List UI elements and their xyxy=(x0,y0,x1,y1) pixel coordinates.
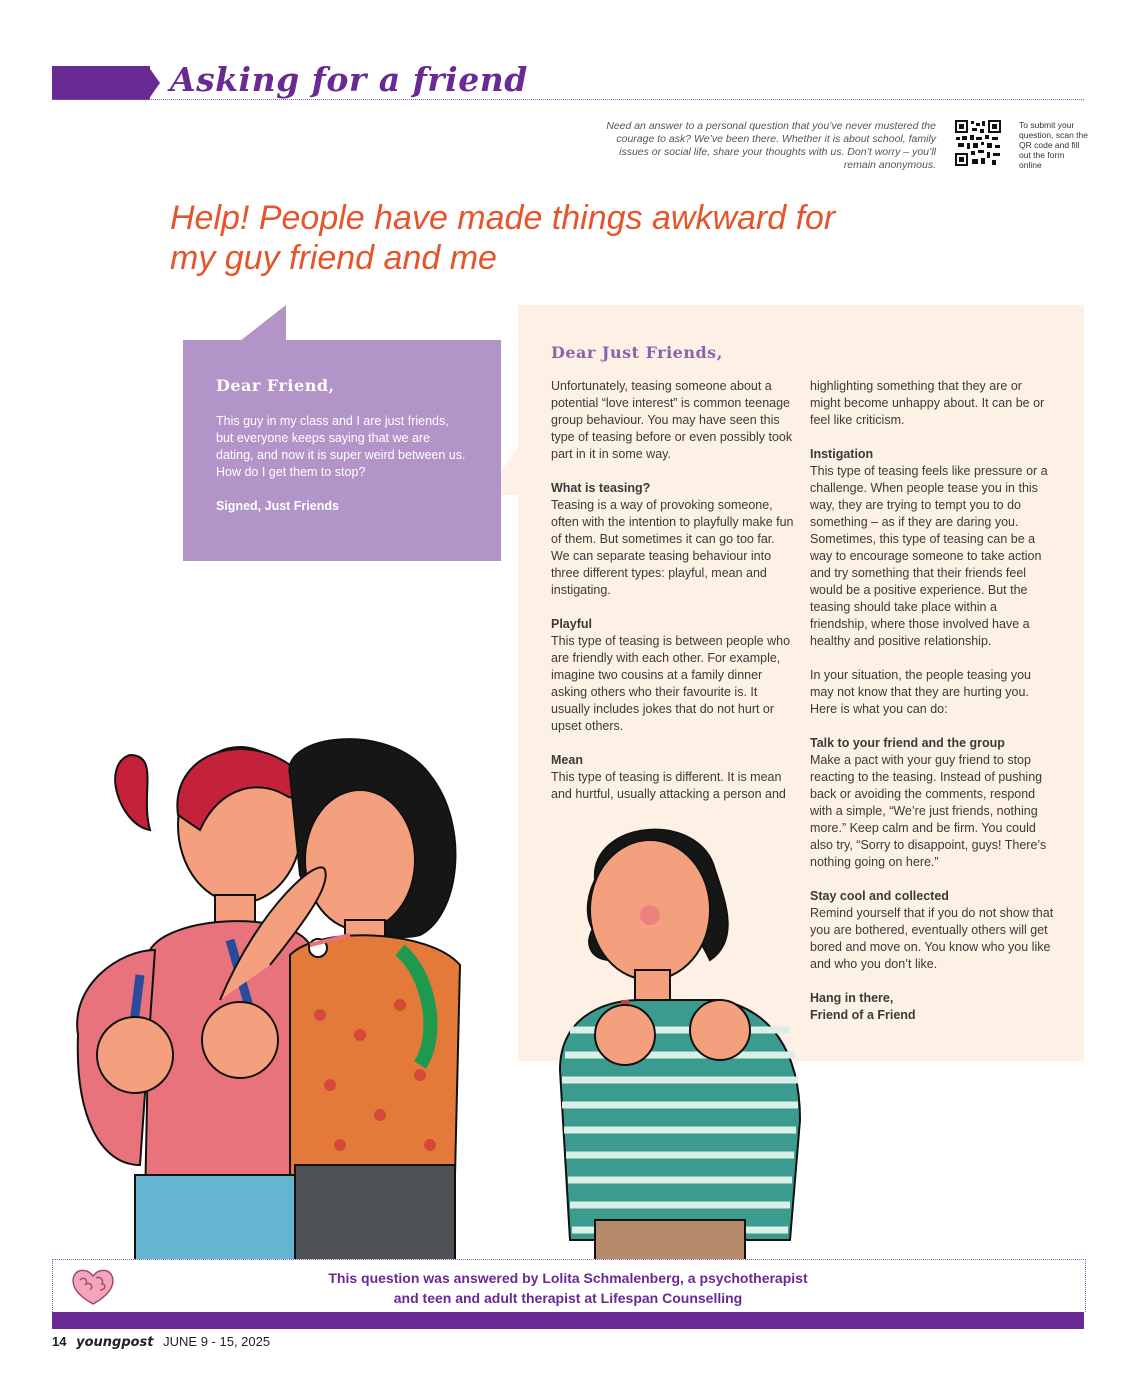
answer-paragraph: In your situation, the people teasing you may not know that they are hurting you. Here is what you can do: xyxy=(810,668,1031,716)
answer-greeting: Dear Just Friends, xyxy=(551,343,723,362)
answer-paragraph: Remind yourself that if you do not show that you are bothered, eventually others will get bored and move on. You know who you like and who you don’t like. xyxy=(810,906,1054,971)
answer-paragraph: This type of teasing is different. It is mean and hurtful, usually attacking a person and xyxy=(551,770,786,801)
answer-signoff xyxy=(810,990,1054,1024)
qr-code-icon[interactable] xyxy=(954,119,1002,167)
answer-section xyxy=(810,888,1054,973)
gossiping-girls-illustration xyxy=(60,735,480,1260)
header-divider xyxy=(52,99,1084,100)
brain-heart-icon xyxy=(70,1266,116,1306)
signoff-name: Friend of a Friend xyxy=(810,1008,916,1022)
answer-section xyxy=(551,616,795,735)
answer-paragraph: This type of teasing is between people who are friendly with each other. For example, imagine two cousins at a family dinner asking others who their favourite is. It usually includes jokes that do not hurt or upset others. xyxy=(551,634,791,733)
intro-text: Need an answer to a personal question that you’ve never mustered the courage to ask? We’ve been there. Whether it is about school, family issues or social life, share your thoughts with us. Don’t worry – you’ll remain anonymous. xyxy=(606,120,936,171)
page-folio xyxy=(52,1334,270,1350)
answer-section xyxy=(551,480,795,599)
issue-date: JUNE 9 - 15, 2025 xyxy=(163,1334,271,1349)
header-accent-bar xyxy=(52,66,150,100)
subheading: Instigation xyxy=(810,447,874,461)
signoff-line: Hang in there, xyxy=(810,991,894,1005)
subheading: What is teasing? xyxy=(551,481,651,495)
letter-greeting: Dear Friend, xyxy=(216,376,335,395)
answer-section xyxy=(551,752,795,803)
answer-column-2 xyxy=(810,378,1054,1041)
credit-line-2: and teen and adult therapist at Lifespan Counselling xyxy=(393,1290,743,1306)
header-accent-tip xyxy=(148,66,160,100)
section-title: Asking for a friend xyxy=(170,60,528,99)
subheading: Stay cool and collected xyxy=(810,889,949,903)
article-headline: Help! People have made things awkward for my guy friend and me xyxy=(170,199,836,277)
subheading: Talk to your friend and the group xyxy=(810,736,1005,750)
answer-paragraph: Teasing is a way of provoking someone, often with the intention to playfully make fun of them. But sometimes it can go too far. We can separate teasing behaviour into three different types: playful, mean and instigating. xyxy=(551,498,794,597)
answer-paragraph: This type of teasing feels like pressure or a challenge. When people tease you in this way, they are trying to tempt you to do something – as if they are daring you. Sometimes, this type of teasing can be a way to encourage someone to take action and try something that their friends feel would be a positive experience. But the teasing should take place within a friendship, where those involved have a healthy and positive relationship. xyxy=(810,464,1048,648)
subheading: Playful xyxy=(551,617,592,631)
answer-paragraph: highlighting something that they are or might become unhappy about. It can be or feel like criticism. xyxy=(810,379,1045,427)
footer-band xyxy=(52,1312,1084,1329)
subheading: Mean xyxy=(551,753,583,767)
credit-text xyxy=(250,1268,886,1308)
speech-bubble-tail xyxy=(240,305,286,341)
answer-section xyxy=(810,735,1054,871)
brand-logo: youngpost xyxy=(76,1335,154,1350)
credit-line-1: This question was answered by Lolita Schmalenberg, a psychotherapist xyxy=(328,1270,808,1286)
page-number: 14 xyxy=(52,1334,67,1349)
worried-girl-illustration xyxy=(550,820,810,1260)
answer-paragraph: Make a pact with your guy friend to stop reacting to the teasing. Instead of pushing back or avoiding the comments, respond with a simple, “We’re just friends, nothing more.” Keep calm and be firm. You could also try, “Sorry to disappoint, guys! There’s nothing going on here.” xyxy=(810,753,1047,869)
qr-instructions: To submit your question, scan the QR code and fill out the form online xyxy=(1019,120,1088,170)
letter-body: This guy in my class and I are just friends, but everyone keeps saying that we are dating, and now it is super weird between us. How do I get them to stop? xyxy=(216,414,466,479)
answer-section xyxy=(810,446,1054,650)
letter-signature: Signed, Just Friends xyxy=(216,499,339,513)
answer-paragraph: Unfortunately, teasing someone about a potential “love interest” is common teenage group behaviour. You may have seen this type of teasing before or even possibly took part in it in some way. xyxy=(551,379,793,461)
answer-column-1 xyxy=(551,378,795,820)
